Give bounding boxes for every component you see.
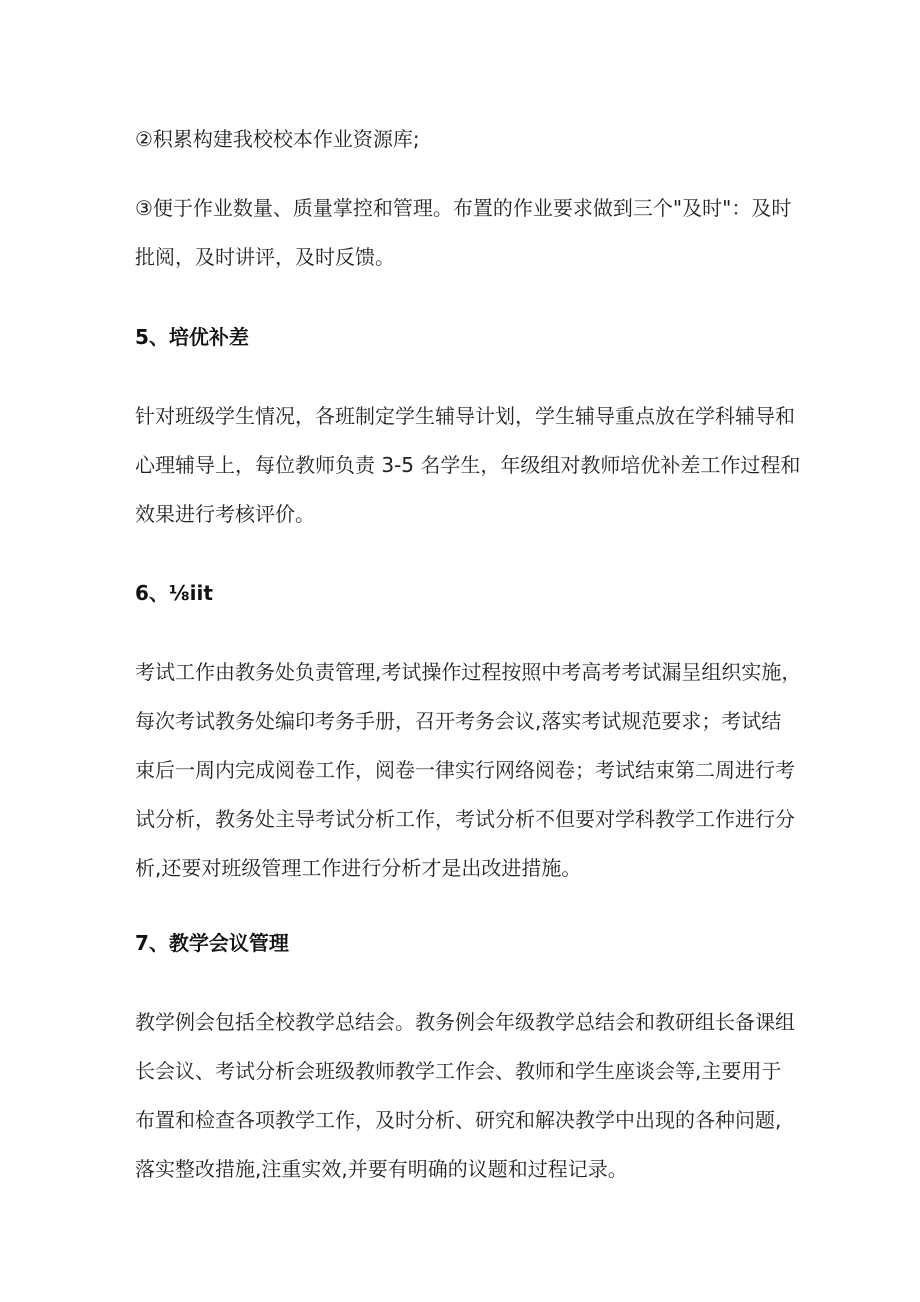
paragraph-line: 针对班级学生情况，各班制定学生辅导计划，学生辅导重点放在学科辅导和 <box>135 404 795 428</box>
paragraph-line: 束后一周内完成阅卷工作，阅卷一律实行网络阅卷；考试结束第二周进行考 <box>135 758 795 782</box>
section-heading: 5、培优补差 <box>135 325 249 349</box>
paragraph-line: 析,还要对班级管理工作进行分析才是出改进措施。 <box>135 856 582 880</box>
paragraph-line: ②积累构建我校校本作业资源库; <box>135 127 420 151</box>
paragraph-line: 落实整改措施,注重实效,并要有明确的议题和过程记录。 <box>135 1157 628 1181</box>
paragraph-line: 长会议、考试分析会班级教师教学工作会、教师和学生座谈会等,主要用于 <box>135 1059 782 1083</box>
paragraph-line: 效果进行考核评价。 <box>135 502 315 526</box>
paragraph-line: 布置和检查各项教学工作，及时分析、研究和解决教学中出现的各种问题, <box>135 1108 782 1132</box>
paragraph-line: ③便于作业数量、质量掌控和管理。布置的作业要求做到三个"及时"：及时 <box>135 196 792 220</box>
paragraph-line: 心理辅导上，每位教师负责 3-5 名学生，年级组对教师培优补差工作过程和 <box>135 453 801 477</box>
paragraph-line: 每次考试教务处编印考务手册，召开考务会议,落实考试规范要求；考试结 <box>135 709 782 733</box>
section-heading: 6、⅛iit <box>135 581 213 605</box>
section-heading: 7、教学会议管理 <box>135 931 289 955</box>
paragraph-line: 试分析，教务处主导考试分析工作，考试分析不但要对学科教学工作进行分 <box>135 807 795 831</box>
paragraph-line: 批阅，及时讲评，及时反馈。 <box>135 245 395 269</box>
paragraph-line: 教学例会包括全校教学总结会。教务例会年级教学总结会和教研组长备课组 <box>135 1010 795 1034</box>
paragraph-line: 考试工作由教务处负责管理,考试操作过程按照中考高考考试漏呈组织实施， <box>135 660 802 684</box>
